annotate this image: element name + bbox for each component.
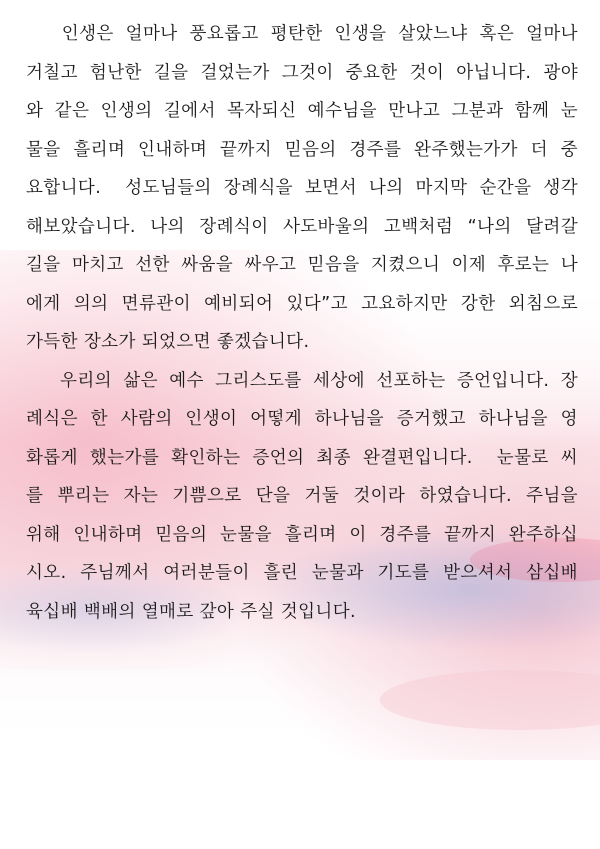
text-line: 를 뿌리는 자는 기쁨으로 단을 거둘 것이라 하였습니다. 주님을	[26, 486, 578, 506]
text-line: 위해 인내하며 믿음의 눈물을 흘리며 이 경주를 끝까지 완주하십	[26, 524, 578, 545]
text-line: 요합니다. 성도님들의 장례식을 보면서 나의 마지막 순간을 생각	[26, 178, 578, 198]
text-line: 에게 의의 면류관이 예비되어 있다”고 고요하지만 강한 외침으로	[26, 293, 578, 314]
text-line: 례식은 한 사람의 인생이 어떻게 하나님을 증거했고 하나님을 영	[26, 409, 578, 429]
text-line: 가득한 장소가 되었으면 좋겠습니다.	[26, 332, 310, 352]
text-line: 화롭게 했는가를 확인하는 증언의 최종 완결편입니다. 눈물로 씨	[26, 447, 578, 468]
text-line: 우리의 삶은 예수 그리스도를 세상에 선포하는 증언입니다. 장	[26, 370, 578, 391]
body-text	[26, 15, 578, 631]
text-line: 육십배 백배의 열매로 갚아 주실 것입니다.	[26, 601, 356, 622]
text-line: 와 같은 인생의 길에서 목자되신 예수님을 만나고 그분과 함께 눈	[26, 101, 578, 121]
text-line: 물을 흘리며 인내하며 끝까지 믿음의 경주를 완주했는가가 더 중	[26, 139, 578, 160]
text-line: 길을 마치고 선한 싸움을 싸우고 믿음을 지켰으니 이제 후로는 나	[26, 255, 578, 275]
text-line: 해보았습니다. 나의 장례식이 사도바울의 고백처럼 “나의 달려갈	[26, 216, 578, 237]
paragraph-1	[26, 15, 578, 362]
text-line: 시오. 주님께서 여러분들이 흘린 눈물과 기도를 받으셔서 삼십배	[26, 563, 578, 583]
paragraph-2	[26, 362, 578, 632]
text-line: 거칠고 험난한 길을 걸었는가 그것이 중요한 것이 아닙니다. 광야	[26, 62, 578, 83]
text-line: 인생은 얼마나 풍요롭고 평탄한 인생을 살았느냐 혹은 얼마나	[26, 24, 578, 44]
